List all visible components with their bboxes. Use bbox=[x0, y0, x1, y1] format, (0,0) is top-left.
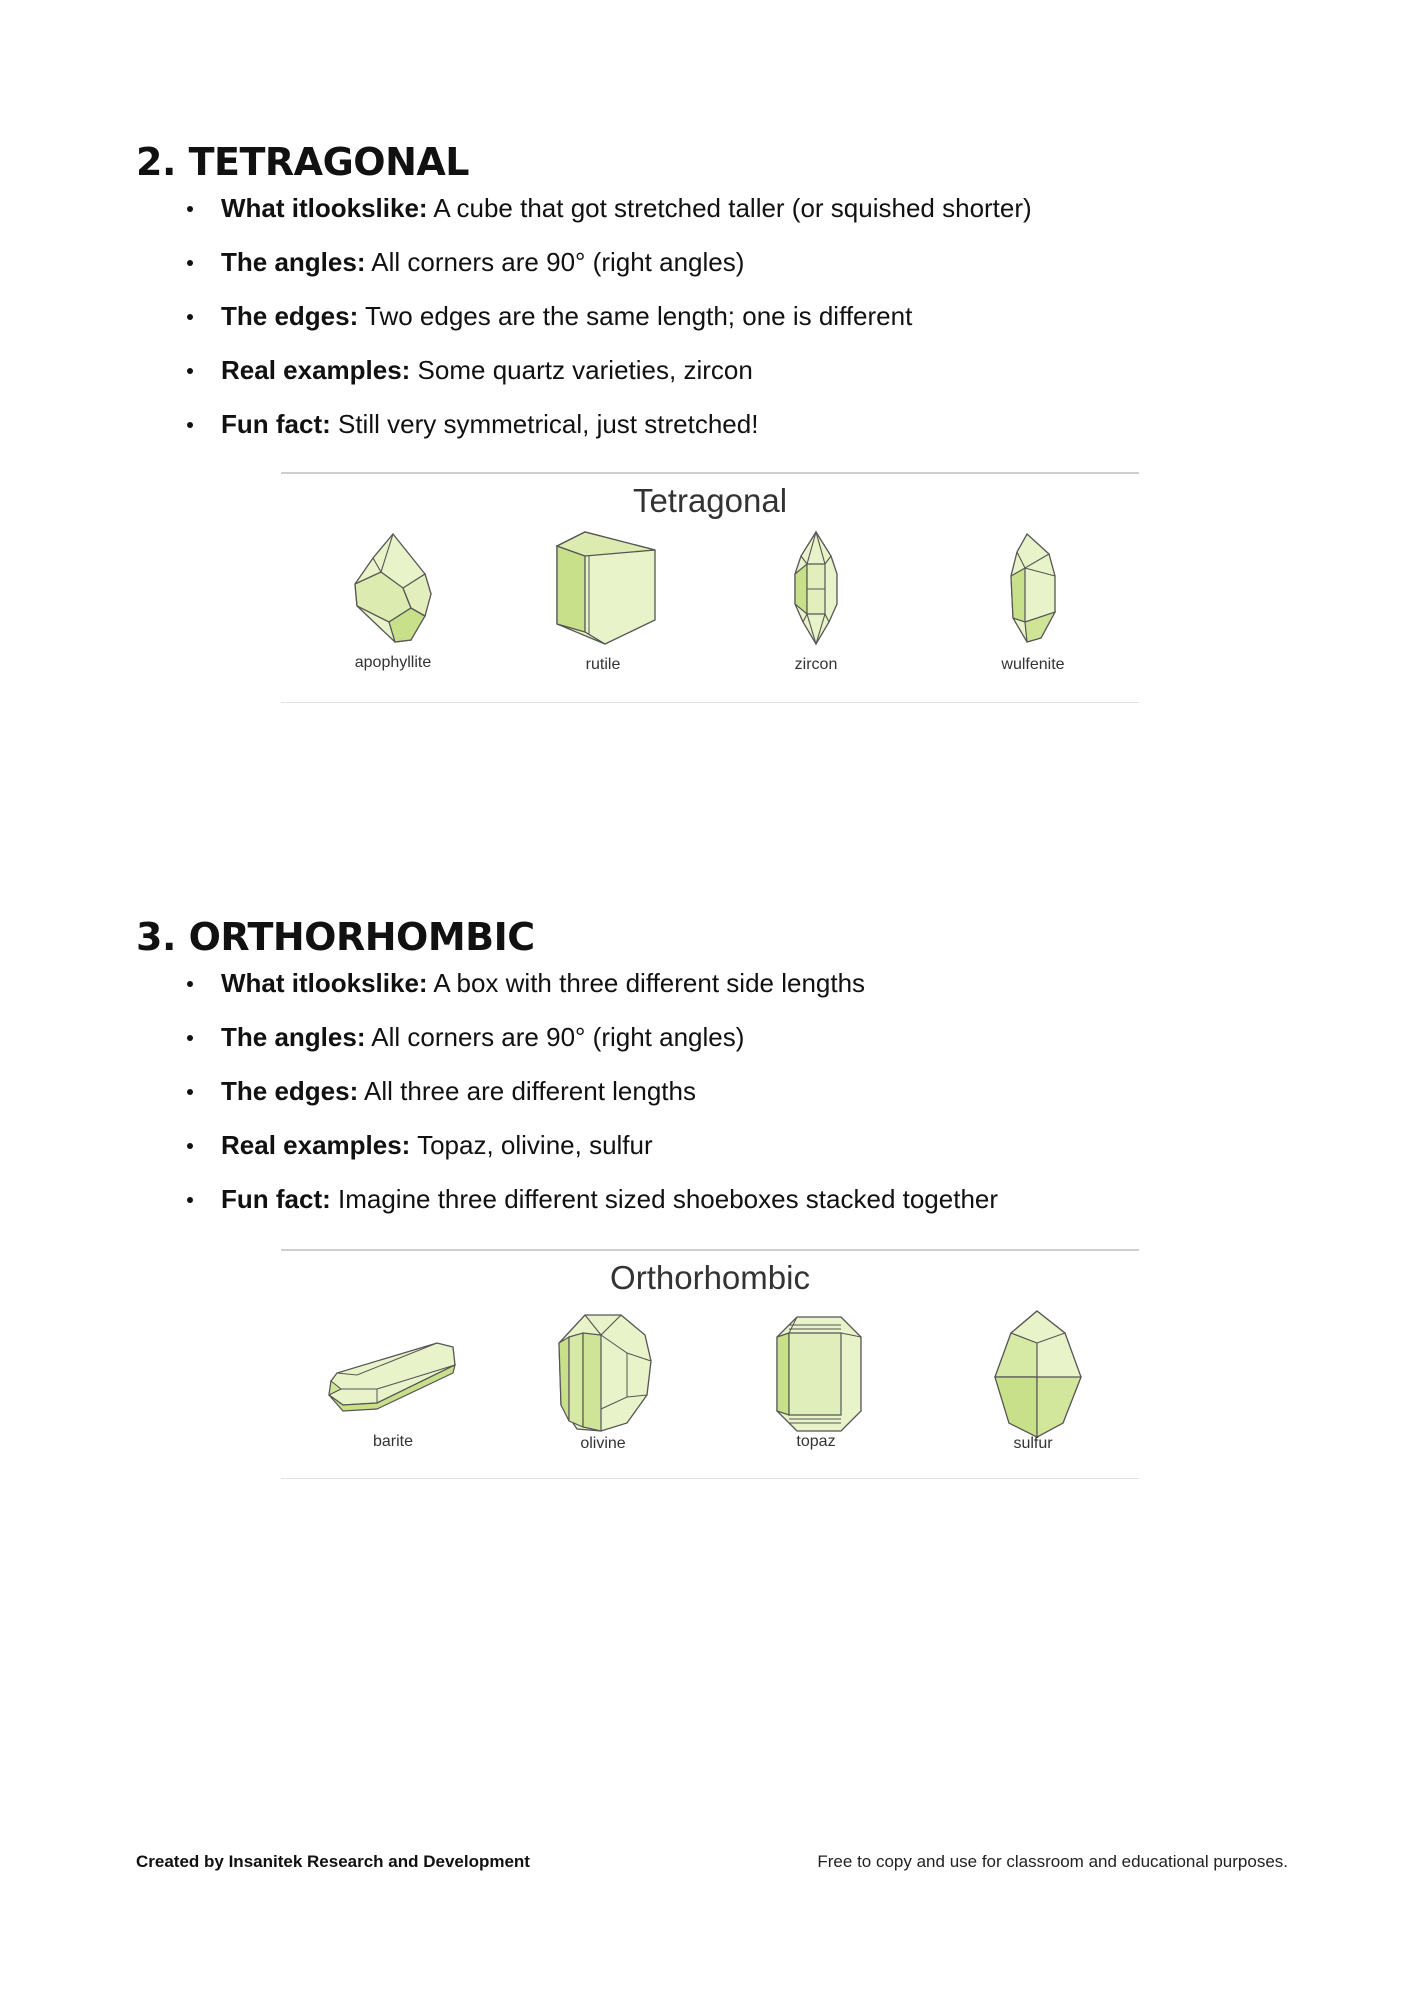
crystal-label: olivine bbox=[580, 1435, 626, 1452]
bullet-text: All corners are 90° (right angles) bbox=[365, 247, 745, 277]
crystal-label: topaz bbox=[796, 1433, 836, 1450]
crystal-label: zircon bbox=[794, 656, 838, 673]
rutile-crystal-image bbox=[553, 530, 659, 646]
bullet-text: Imagine three different sized shoeboxes stacked together bbox=[330, 1184, 999, 1214]
bullet-text: A cube that got stretched taller (or squished shorter) bbox=[427, 193, 1032, 223]
bullet-icon bbox=[187, 206, 193, 212]
apophyllite-crystal-image bbox=[353, 532, 437, 644]
bullet-icon bbox=[187, 1035, 193, 1041]
bullet-icon bbox=[187, 422, 193, 428]
figure-title: Orthorhombic bbox=[610, 1259, 810, 1296]
list-item bbox=[221, 354, 1296, 386]
crystal-label: apophyllite bbox=[354, 654, 432, 671]
bullet-text: All corners are 90° (right angles) bbox=[365, 1022, 745, 1052]
bullet-label: Fun fact: bbox=[221, 1184, 331, 1214]
list-item bbox=[221, 246, 1296, 278]
bullet-label: What itlookslike: bbox=[221, 193, 428, 223]
bullet-icon bbox=[187, 1143, 193, 1149]
sulfur-crystal-image bbox=[993, 1309, 1083, 1439]
bullet-text: Two edges are the same length; one is different bbox=[358, 301, 913, 331]
orthorhombic-figure bbox=[281, 1249, 1139, 1479]
bullet-icon bbox=[187, 314, 193, 320]
tetragonal-figure bbox=[281, 472, 1139, 703]
list-item bbox=[221, 1021, 1296, 1053]
bullet-label: The edges: bbox=[221, 1076, 359, 1106]
bullet-icon bbox=[187, 260, 193, 266]
bullet-label: What itlookslike: bbox=[221, 968, 428, 998]
bullet-text: Still very symmetrical, just stretched! bbox=[330, 409, 759, 439]
bullet-label: Fun fact: bbox=[221, 409, 331, 439]
list-item bbox=[221, 967, 1296, 999]
orthorhombic-section bbox=[136, 915, 1296, 1237]
footer-credit: Created by Insanitek Research and Development bbox=[136, 1852, 530, 1871]
wulfenite-crystal-image bbox=[1007, 532, 1059, 644]
crystal-label: barite bbox=[372, 1433, 414, 1450]
bullet-label: The angles: bbox=[221, 247, 366, 277]
bullet-label: The angles: bbox=[221, 1022, 366, 1052]
bullet-icon bbox=[187, 1089, 193, 1095]
section-heading: 3. ORTHORHOMBIC bbox=[136, 915, 535, 959]
figure-title: Tetragonal bbox=[632, 482, 788, 519]
bullet-icon bbox=[187, 1197, 193, 1203]
bullet-text: Some quartz varieties, zircon bbox=[410, 355, 753, 385]
tetragonal-section bbox=[136, 140, 1296, 462]
list-item bbox=[221, 408, 1296, 440]
bullet-list bbox=[136, 192, 1296, 440]
bullet-text: Topaz, olivine, sulfur bbox=[410, 1130, 653, 1160]
bullet-text: A box with three different side lengths bbox=[427, 968, 866, 998]
bullet-label: Real examples: bbox=[221, 1130, 411, 1160]
topaz-crystal-image bbox=[775, 1315, 865, 1435]
bullet-icon bbox=[187, 981, 193, 987]
list-item bbox=[221, 1129, 1296, 1161]
zircon-crystal-image bbox=[791, 530, 841, 646]
footer-license: Free to copy and use for classroom and educational purposes. bbox=[817, 1852, 1288, 1871]
section-heading: 2. TETRAGONAL bbox=[136, 140, 469, 184]
list-item bbox=[221, 1183, 1296, 1215]
bullet-text: All three are different lengths bbox=[358, 1076, 696, 1106]
olivine-crystal-image bbox=[557, 1313, 653, 1435]
bullet-label: Real examples: bbox=[221, 355, 411, 385]
barite-crystal-image bbox=[327, 1341, 459, 1413]
list-item bbox=[221, 1075, 1296, 1107]
bullet-label: The edges: bbox=[221, 301, 359, 331]
list-item bbox=[221, 300, 1296, 332]
bullet-icon bbox=[187, 368, 193, 374]
crystal-label: rutile bbox=[585, 656, 621, 673]
crystal-label: sulfur bbox=[1013, 1435, 1053, 1452]
crystal-label: wulfenite bbox=[1001, 656, 1065, 673]
bullet-list bbox=[136, 967, 1296, 1215]
list-item bbox=[221, 192, 1296, 224]
